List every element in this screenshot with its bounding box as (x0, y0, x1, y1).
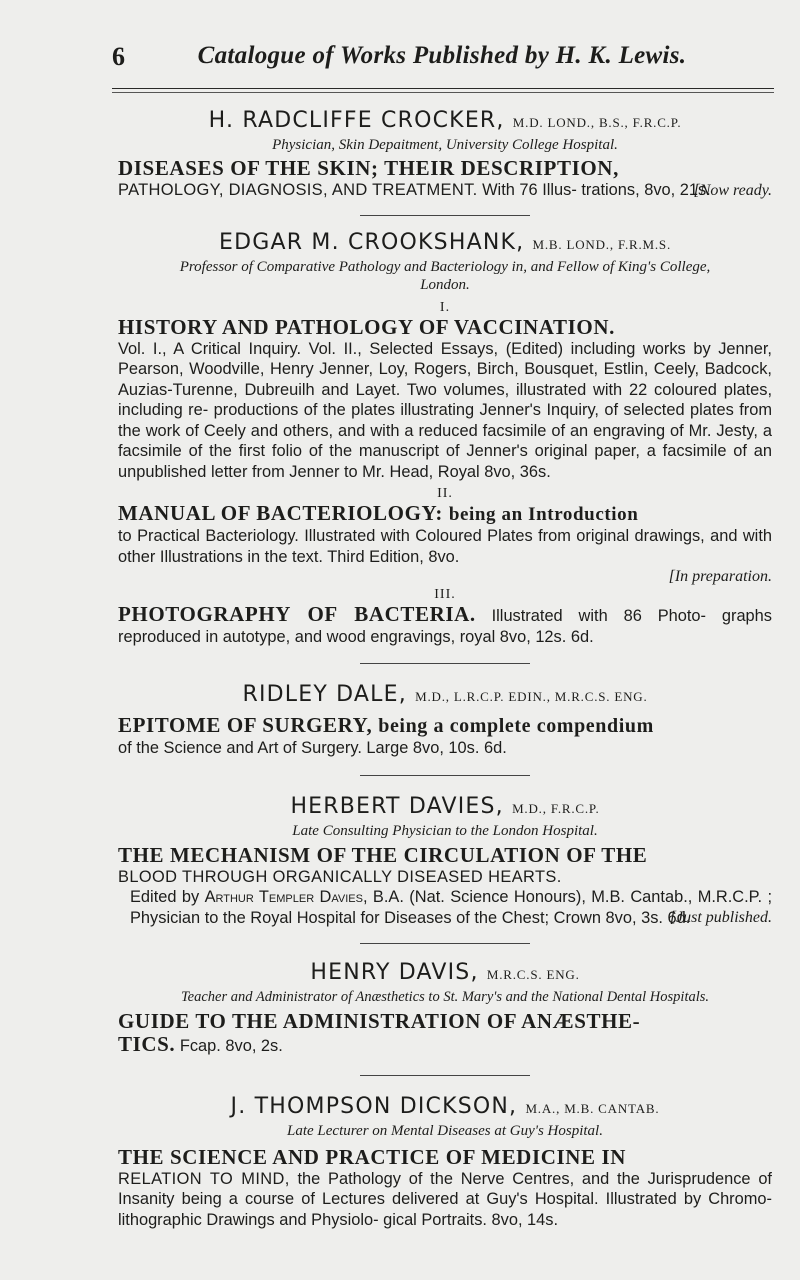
author-affiliation-line-2: London. (420, 276, 470, 293)
catalogue-content (118, 104, 772, 1230)
running-head (112, 42, 772, 82)
separator-rule (360, 215, 530, 216)
work-details: Illustrated with 86 Photo- graphs reproduced in autotype, and wood engravings, royal 8vo, 12s. 6d. (118, 607, 772, 646)
author-name-text: HERBERT DAVIES, (290, 793, 504, 819)
work-title: PHOTOGRAPHY OF BACTERIA. (118, 602, 476, 626)
work-description (118, 603, 772, 647)
author-degrees: M.B. LOND., F.R.M.S. (532, 236, 671, 252)
work-description: Vol. I., A Critical Inquiry. Vol. II., Selected Essays, (Edited) including works by Jenner, Pearson, Woodville, Henry Jenner, Loy, Rogers, Birch, Bousquet, Estlin, Ceely, Badcock, Auzias-Turenne, Dubreuilh and Layet. Two volumes, illustrated with 22 coloured plates, including re- productions of the plates illustrating Jenner's Inquiry, of selected plates from the work of Ceely and others, and with a reduced facsimile of an engraving of Mr. Jesty, a facsimile of the first folio of the manuscript of Jenner's original paper, a facsimile of an unpublished letter from Jenner to Mr. Head, Royal 8vo, 36s. (118, 339, 772, 481)
running-head-title: Catalogue of Works Published by H. K. Lewis. (197, 42, 687, 69)
work-title-continued: RELATION TO MIND, (118, 1169, 290, 1188)
work-details: , B.A. (Nat. Science Honours), M.B. Cantab., M.R.C.P. ; Physician to the Royal Hospital for Diseases of the Chest; Crown 8vo, 3s. 6d. (130, 888, 773, 927)
author-degrees: M.D., F.R.C.P. (512, 800, 600, 816)
entry-henry-davis (118, 960, 772, 1057)
work-title-tail: being an Introduction (448, 504, 639, 525)
work-title: THE SCIENCE AND PRACTICE OF MEDICINE IN (118, 1144, 627, 1169)
author-degrees: M.R.C.S. ENG. (486, 967, 580, 982)
work-status: [In preparation. (668, 568, 772, 585)
author-affiliation: Professor of Comparative Pathology and Bacteriology in, and Fellow of King's College, (179, 258, 711, 275)
work-title: GUIDE TO THE ADMINISTRATION OF ANÆSTHE- (118, 1009, 641, 1033)
work-status: [Just published. (669, 909, 772, 926)
volume-numeral: III. (434, 587, 456, 602)
separator-rule (360, 775, 530, 776)
author-name (118, 1094, 772, 1122)
edited-by-label: Edited by (130, 888, 200, 906)
author-name-text: EDGAR M. CROOKSHANK, (218, 229, 525, 255)
author-name (118, 960, 772, 988)
work-description (118, 180, 772, 201)
separator-rule (360, 663, 530, 664)
editor-name: Arthur Templer Davies (204, 888, 363, 906)
author-name (118, 230, 772, 258)
separator-rule (360, 1075, 530, 1076)
work-details: With 76 Illus- trations, 8vo, 21s. (482, 181, 711, 199)
author-name (118, 108, 772, 136)
work-title (118, 714, 772, 738)
author-name-text: J. THOMPSON DICKSON, (230, 1093, 518, 1119)
work-title: THE MECHANISM OF THE CIRCULATION OF THE (118, 842, 648, 867)
author-name-text: H. RADCLIFFE CROCKER, (208, 108, 505, 133)
page-number: 6 (112, 42, 125, 71)
work-title-continued: TICS. (118, 1032, 176, 1056)
author-degrees: M.D., L.R.C.P. EDIN., M.R.C.S. ENG. (415, 689, 648, 704)
work-title-continued: PATHOLOGY, DIAGNOSIS, AND TREATMENT. (118, 181, 478, 199)
work-description (118, 1033, 772, 1057)
volume-numeral: I. (439, 299, 451, 315)
separator-rule (360, 943, 530, 944)
author-affiliation: Physician, Skin Depaitment, University College Hospital. (272, 137, 618, 153)
author-name (118, 794, 772, 822)
header-rule-thin (112, 92, 774, 93)
author-name-text: RIDLEY DALE, (242, 682, 407, 707)
author-affiliation: Late Consulting Physician to the London Hospital. (292, 822, 598, 839)
work-status: [Now ready. (693, 181, 772, 199)
entry-crookshank (118, 230, 772, 648)
author-degrees: M.A., M.B. CANTAB. (525, 1100, 660, 1116)
work-description: of the Science and Art of Surgery. Large 8vo, 10s. 6d. (118, 739, 507, 757)
work-title (118, 502, 772, 526)
entry-herbert-davies (118, 794, 772, 928)
work-title: HISTORY AND PATHOLOGY OF VACCINATION. (118, 314, 615, 339)
author-degrees: M.D. LOND., B.S., F.R.C.P. (512, 115, 682, 130)
work-details: Fcap. 8vo, 2s. (179, 1037, 283, 1055)
author-name-text: HENRY DAVIS, (310, 960, 479, 985)
work-description: to Practical Bacteriology. Illustrated with Coloured Plates from original drawings, and with other Illustrations in the text. Third Edition, 8vo. (118, 527, 772, 566)
header-rule (112, 88, 774, 89)
work-title-text: MANUAL OF BACTERIOLOGY: (118, 501, 443, 525)
work-title-continued: BLOOD THROUGH ORGANICALLY DISEASED HEARTS. (118, 867, 562, 886)
author-name (118, 682, 772, 710)
work-title-text: EPITOME OF SURGERY, (118, 713, 373, 737)
entry-dickson (118, 1094, 772, 1231)
work-description (118, 1169, 772, 1231)
entry-crocker (118, 108, 772, 200)
entry-dale (118, 682, 772, 759)
author-affiliation: Late Lecturer on Mental Diseases at Guy's Hospital. (287, 1122, 603, 1139)
work-title-tail: being a complete compendium (378, 715, 654, 737)
volume-numeral: II. (437, 486, 453, 501)
work-details: the Pathology of the Nerve Centres, and the Jurisprudence of Insanity being a course of Lectures delivered at Guy's Hospital. Illustrated by Chromo-lithographic Drawings and Physiolo- gical Portraits. 8vo, 14s. (118, 1169, 772, 1229)
author-affiliation: Teacher and Administrator of Anæsthetics to St. Mary's and the National Dental Hospitals. (180, 989, 710, 1005)
work-title: DISEASES OF THE SKIN; THEIR DESCRIPTION, (118, 156, 619, 180)
